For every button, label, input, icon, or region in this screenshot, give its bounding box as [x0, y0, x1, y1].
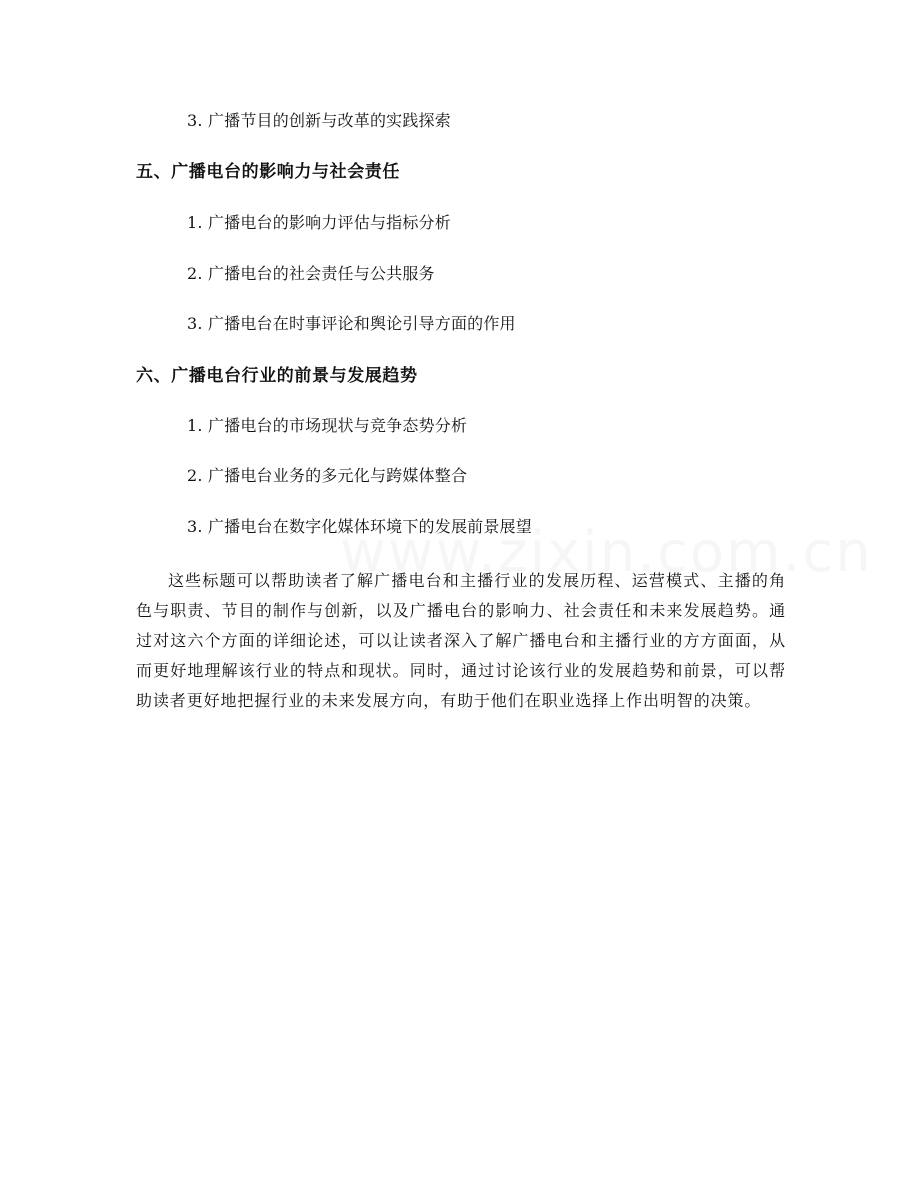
list-item-6-3: 3. 广播电台在数字化媒体环境下的发展前景展望: [187, 517, 532, 536]
list-item-5-2: 2. 广播电台的社会责任与公共服务: [187, 264, 435, 283]
section-5-heading: 五、广播电台的影响力与社会责任: [136, 162, 400, 182]
list-item-5-1: 1. 广播电台的影响力评估与指标分析: [187, 213, 451, 232]
list-item-6-1: 1. 广播电台的市场现状与竞争态势分析: [187, 416, 468, 435]
list-item-6-2: 2. 广播电台业务的多元化与跨媒体整合: [187, 466, 468, 485]
section-6-heading: 六、广播电台行业的前景与发展趋势: [136, 366, 418, 386]
summary-paragraph: 这些标题可以帮助读者了解广播电台和主播行业的发展历程、运营模式、主播的角色与职责、节目的制作与创新，以及广播电台的影响力、社会责任和未来发展趋势。通过对这六个方面的详细论述，可以让读者深入了解广播电台和主播行业的方方面面，从而更好地理解该行业的特点和现状。同时，通过讨论该行业的发展趋势和前景，可以帮助读者更好地把握行业的未来发展方向，有助于他们在职业选择上作出明智的决策。: [136, 571, 786, 710]
list-item-4-3: 3. 广播节目的创新与改革的实践探索: [187, 111, 451, 130]
list-item-5-3: 3. 广播电台在时事评论和舆论引导方面的作用: [187, 314, 516, 333]
